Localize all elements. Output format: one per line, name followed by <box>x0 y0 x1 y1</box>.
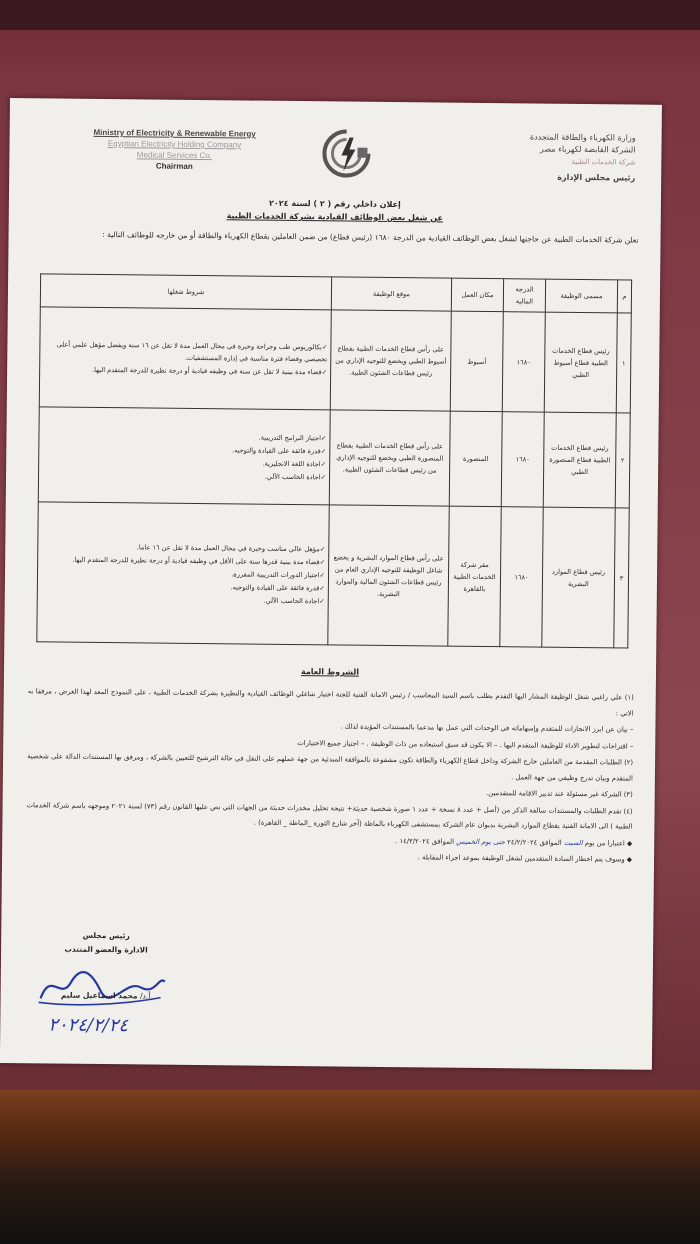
row-num: ٢ <box>615 413 630 508</box>
chairman-en: Chairman <box>155 161 193 171</box>
handwritten-to-day: حتى يوم الخميس <box>456 837 506 846</box>
condition-item: ✓بكالوريوس طب وجراحة وخبرة في مجال العمل مدة لا تقل عن ١٦ سنة ويفضل مؤهل علمي أعلى تخصصي وقضاء فترة مناسبة في إدارة المستشفيات. <box>56 340 328 364</box>
condition-item: ✓قضاء مدة بينية لا تقل عن سنة في وظيفه قيادية أو درجة نظيرة للدرجة المتقدم اليها. <box>92 365 328 377</box>
row-num: ١ <box>616 313 631 413</box>
condition-item: ✓اجادة الحاسب الآلي. <box>264 472 327 481</box>
announcement-subject: عن شغل بعض الوظائف القيادية بشركة الخدمات الطبية <box>226 211 443 223</box>
bullet-icon: ◆ <box>624 855 633 864</box>
row-title: رئيس قطاع الخدمات الطبية قطاع المنصورة الطبي <box>543 412 616 508</box>
company-logo-icon <box>317 127 376 180</box>
table-row <box>39 307 631 413</box>
chairman-ar: رئيس مجلس الإدارة <box>557 172 636 183</box>
from-label: اعتبارا من يوم <box>584 838 625 847</box>
signatory-title-1: رئيس مجلس <box>82 930 130 941</box>
from-date: الموافق ٢٤/٢/٢٠٢٤ <box>507 837 562 847</box>
col-title: مسمى الوظيفة <box>545 279 617 313</box>
row-grade: ١٦٨٠ <box>501 412 544 507</box>
condition-item: ✓قدرة فائقة على القيادة والتوجيه. <box>230 582 325 592</box>
document-page <box>0 98 662 1070</box>
table-row <box>38 407 630 508</box>
interview-text: وسوف يتم اخطار السادة المتقدمين لشغل الوظيفة بموعد اجراء المقابلة . <box>417 853 625 864</box>
signature-block <box>31 928 181 958</box>
ministry-ar: وزارة الكهرباء والطاقة المتجددة <box>529 132 636 143</box>
general-item: (٤) تقدم الطلبات والمستندات سالفة الذكر من (أصل + عدد ٨ نسخة + عدد ١ صورة شخصية حديثة+ نتيجة تحليل مخدرات حديثة من الجهات التي نص عليها القانون رقم (٧٣) لسنة ٢٠٢١ وموجهه باسم شركة الخدمات الطبية ) الى الامانة الفنية بقطاع الموارد البشرية بديوان عام الشركة بمستشفى الكهرباء بالماظة (آخر شارع الثورة _الماظة _ القاهرة) . <box>26 800 633 831</box>
company-ar: شركة الخدمات الطبية <box>571 157 636 167</box>
jobs-table <box>36 273 632 648</box>
announcement-intro: تعلن شركة الخدمات الطبية عن حاجتها لشغل بعض الوظائف القيادية من الدرجة ١٦٨٠ (رئيس قطاع) من ضمن العاملين بقطاع الكهرباء والطاقة أو من خارجه للوظائف التالية : <box>102 229 639 245</box>
row-grade: ١٦٨٠ <box>500 507 543 647</box>
general-item: – بيان عن ابرز الانجازات للمتقدم وإسهاماته في الوحدات التي عمل بها مدعما بالمستندات المؤيدة لذلك . <box>340 722 634 734</box>
row-place: مقر شركة الخدمات الطبية بالقاهرة <box>448 506 501 647</box>
row-position: على رأس قطاع الخدمات الطبية بقطاع المنصورة الطبي ويخضع للتوجيه الإداري من رئيس قطاعات الشئون الطبية. <box>329 410 450 506</box>
announcement-title <box>9 194 661 227</box>
ministry-en: Ministry of Electricity & Renewable Energy <box>93 127 256 139</box>
general-item: (٣) الشركة غير مسئولة عند تدبير الاقامة للمتقدمين. <box>486 789 633 799</box>
row-conditions <box>38 407 330 505</box>
condition-item: ✓اجادة الحاسب الآلي. <box>263 596 325 605</box>
condition-item: ✓اجتياز الدورات التدريبية المقررة. <box>231 569 326 579</box>
to-date: الموافق ١٤/٣/٢٠٢٤ . <box>395 836 455 846</box>
col-position: موقع الوظيفة <box>331 277 451 311</box>
general-item: – اقتراحات لتطوير الاداء للوظيفة المتقدم اليها . – الا يكون قد سبق استبعاده من ذات الوظيفة . – اجتياز جميع الاختبارات <box>297 738 634 751</box>
condition-item: ✓اجتياز البرامج التدريبية. <box>258 433 327 442</box>
condition-item: ✓قضاء مدة بينية قدرها سنة على الأقل في وظيفه قيادية أو درجة نظيرة للدرجة المتقدم اليها. <box>72 555 326 566</box>
row-place: المنصورة <box>449 411 502 507</box>
announcement-number: إعلان داخلي رقم ( ٢ ) لسنة ٢٠٢٤ <box>269 198 401 210</box>
handwritten-date: ٢٠٢٤/٢/٢٤ <box>48 1014 129 1037</box>
col-conditions: شروط شغلها <box>40 274 331 310</box>
background-top <box>0 0 700 30</box>
general-conditions <box>26 684 634 869</box>
row-position: على رأس قطاع الخدمات الطبية بقطاع أسيوط الطبي ويخضع للتوجيه الإداري من رئيس قطاعات الشئون الطبية. <box>330 310 451 411</box>
condition-item: ✓مؤهل عالي مناسب وخبرة في مجال العمل مدة لا تقل عن ١٦ عاما. <box>136 542 326 553</box>
row-title: رئيس قطاع الموارد البشرية <box>542 507 615 648</box>
english-letterhead <box>59 127 289 173</box>
signatory-title-2: الادارة والعضو المنتدب <box>64 944 148 955</box>
bullet-icon: ◆ <box>624 838 633 848</box>
signatory-name: محمد اسماعيل سليم <box>60 990 138 1001</box>
general-item: (٢) الطلبات المقدمة من العاملين خارج الشركة وداخل قطاع الكهرباء والطاقة تكون مشفوعة بالموافقة المبدئية من جهة عملهم على النقل في حالة الترشيح للتعيين بالشركة ، ومرفق بها المستندات الدالة على شخصية المتقدم وبيان تدرج وظيفي من جهة العمل . <box>27 752 634 783</box>
row-num: ٣ <box>614 508 629 648</box>
general-conditions-title: الشروط العامة <box>300 667 360 677</box>
holding-company-ar: الشركة القابضة لكهرباء مصر <box>539 144 636 155</box>
row-position: على رأس قطاع الموارد البشرية و يخضع شاغل الوظيفة للتوجيه الإداري العام من رئيس قطاعات الشئون المالية والموارد البشرية. <box>328 505 449 646</box>
general-item: (١) علي راغبي شغل الوظيفة المشار اليها التقدم بطلب باسم السيد المحاسب / رئيس الامانة الفنية للجنة اختيار شاغلي الوظائف القيادية والنظيرة بشركة الخدمات الطبية ، على النموذج المعد لهذا الغرض ، مرفقا به الاتي : <box>27 687 634 718</box>
col-place: مكان العمل <box>451 278 503 312</box>
background-desk <box>0 1090 700 1244</box>
row-conditions <box>37 502 329 645</box>
table-row <box>37 502 629 648</box>
holding-company-en: Egyptian Electricity Holding Company <box>107 139 242 150</box>
row-place: أسيوط <box>450 311 503 412</box>
col-grade: الدرجة المالية <box>503 279 545 312</box>
handwritten-from-day: السبت <box>563 838 583 847</box>
row-grade: ١٦٨٠ <box>502 312 545 412</box>
arabic-letterhead <box>485 131 636 185</box>
condition-item: ✓اجادة اللغة الانجليزية. <box>262 459 327 468</box>
row-conditions <box>39 307 331 410</box>
signatory-prefix: أ.د/ <box>139 991 151 1001</box>
handwritten-signature-icon <box>30 960 171 1011</box>
company-en: Medical Services Co. <box>136 150 213 161</box>
row-title: رئيس قطاع الخدمات الطبية قطاع أسيوط الطبي <box>544 312 617 413</box>
signatory-name-block <box>31 988 181 1004</box>
condition-item: ✓قدرة فائقة على القيادة والتوجيه. <box>231 445 327 455</box>
col-num: م <box>617 280 631 313</box>
